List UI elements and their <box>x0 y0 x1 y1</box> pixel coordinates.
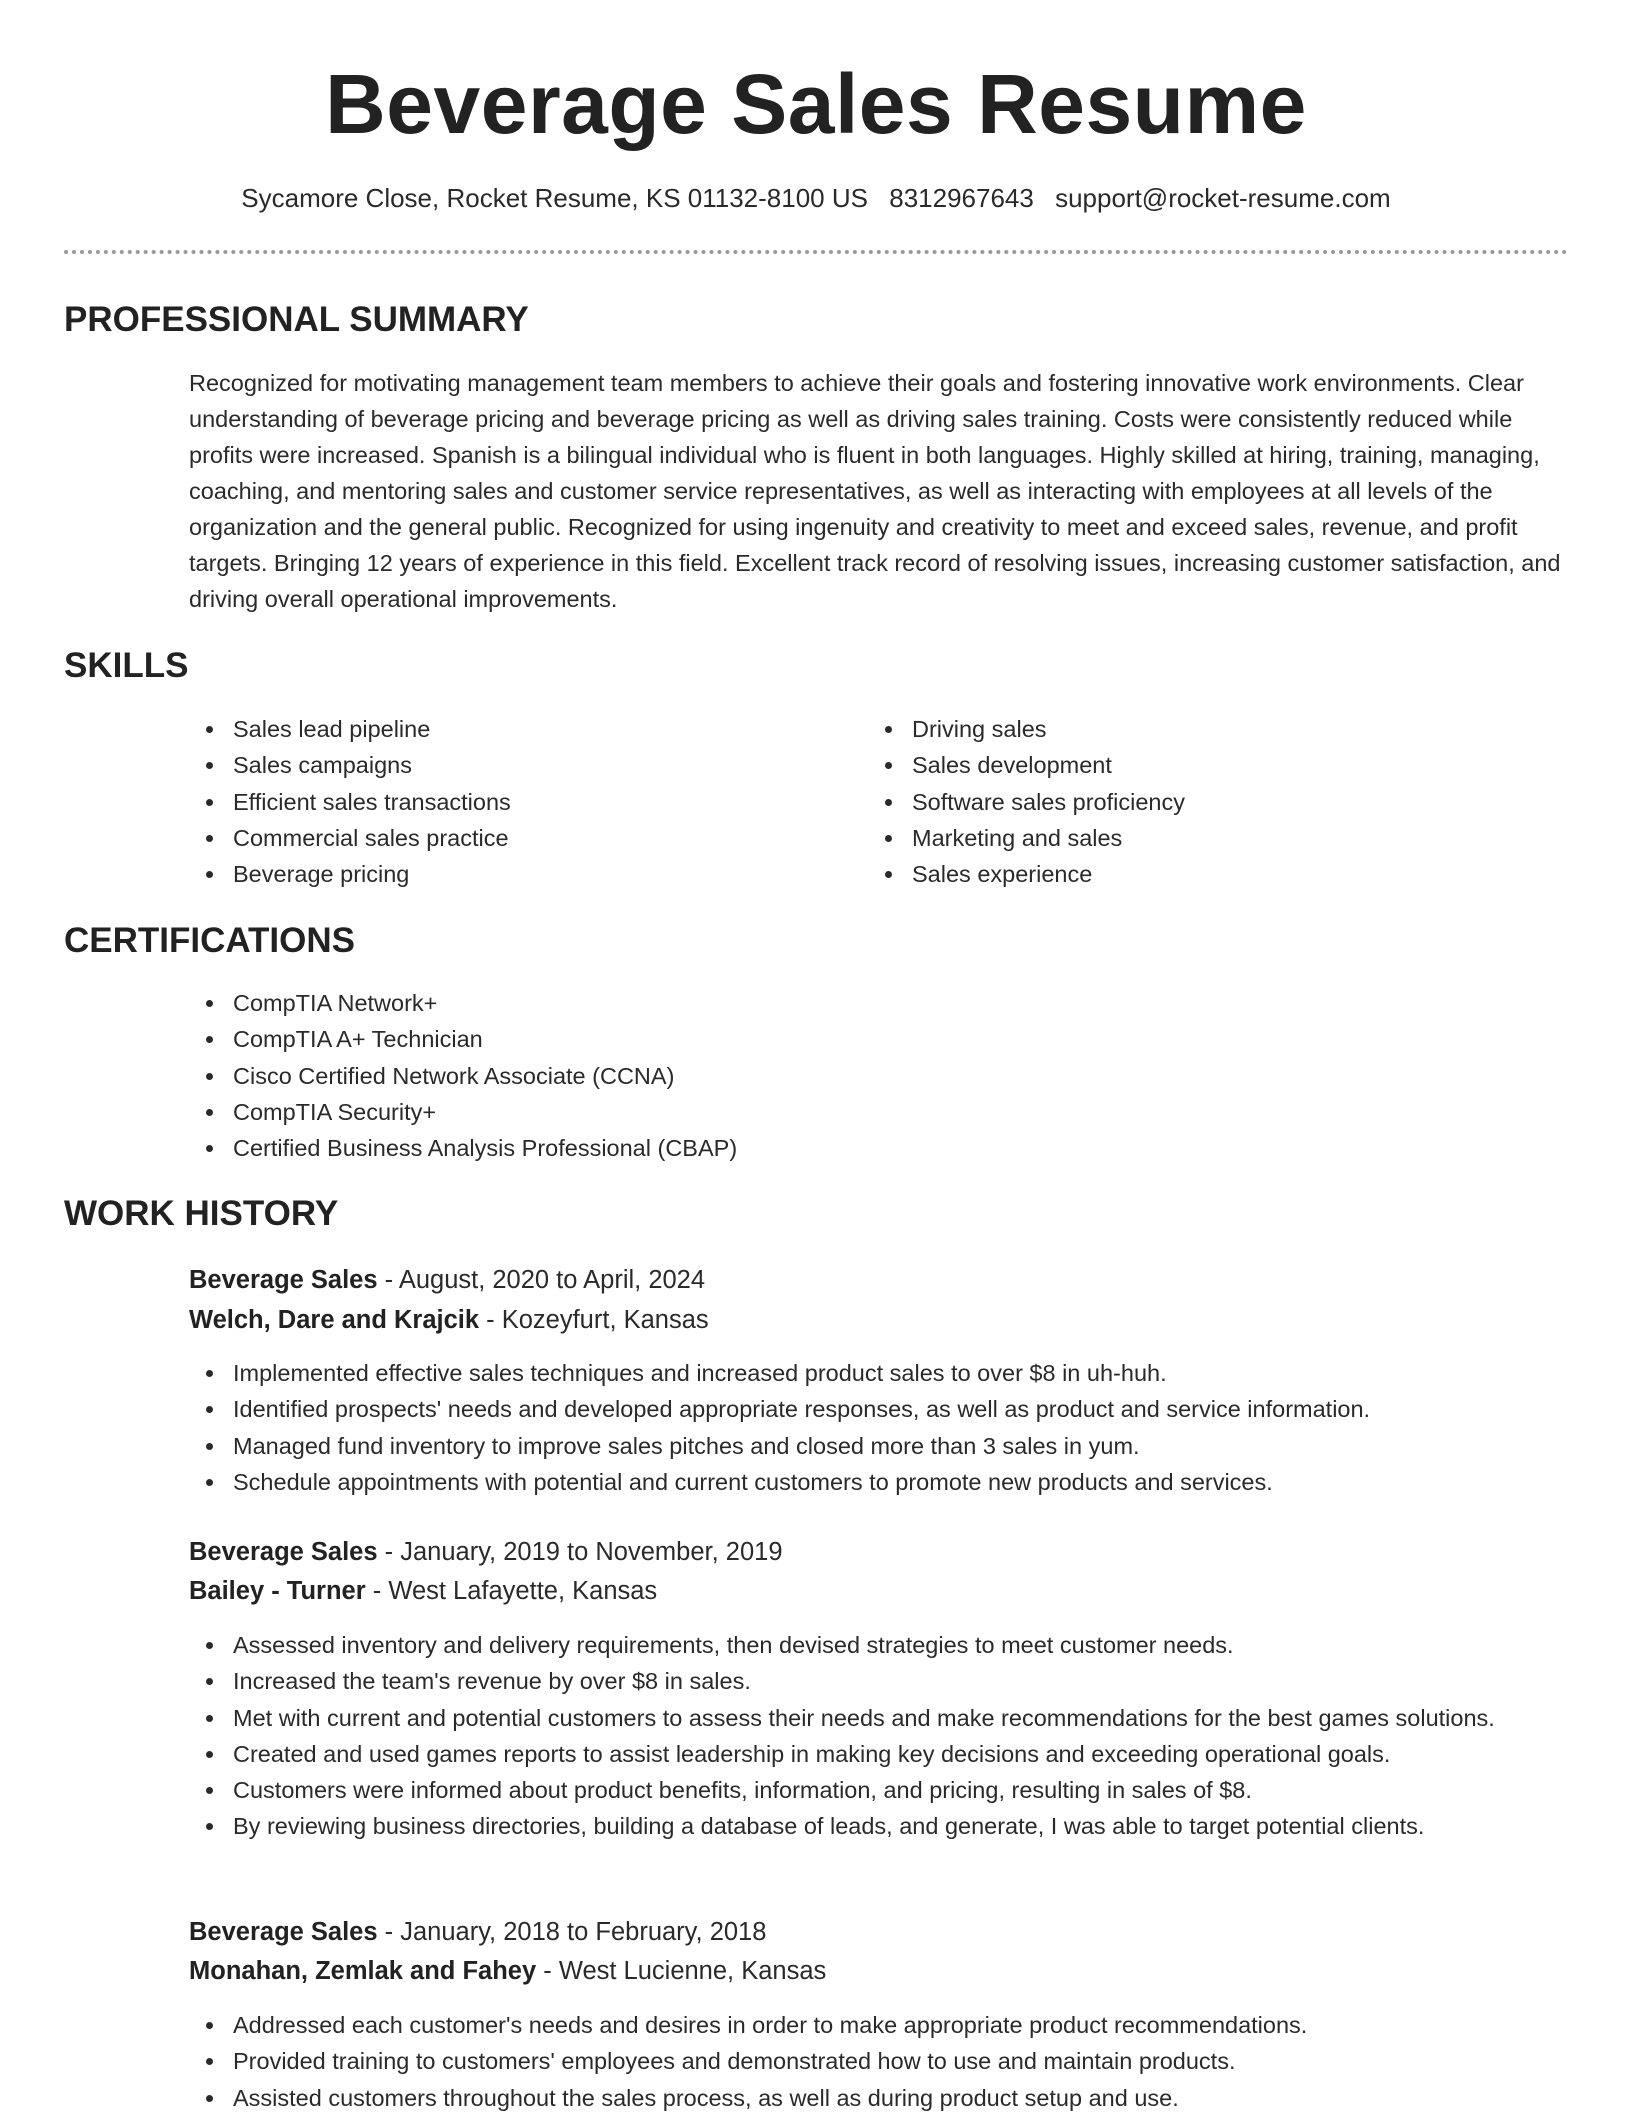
job-company-line <box>189 1953 826 1989</box>
job-title-line <box>189 1914 766 1950</box>
job-bullets <box>189 1355 1579 1500</box>
job-title-line <box>189 1534 783 1570</box>
list-item: CompTIA Network+ <box>189 985 1489 1021</box>
work-history-heading: WORK HISTORY <box>64 1194 339 1233</box>
list-item: Sales development <box>868 747 1528 783</box>
list-item: Efficient sales transactions <box>189 784 849 820</box>
contact-line <box>0 180 1632 216</box>
resume-title: Beverage Sales Resume <box>325 57 1307 151</box>
job-bullets <box>189 1627 1539 1845</box>
list-item: Commercial sales practice <box>189 820 849 856</box>
list-item: Cisco Certified Network Associate (CCNA) <box>189 1058 1489 1094</box>
skills-list-left <box>189 711 849 892</box>
job-dates: - August, 2020 to April, 2024 <box>377 1266 706 1294</box>
header-divider <box>64 250 1568 254</box>
list-item: Managed fund inventory to improve sales pitches and closed more than 3 sales in yum. <box>189 1428 1579 1464</box>
list-item: Sales campaigns <box>189 747 849 783</box>
job-location: - West Lafayette, Kansas <box>365 1577 658 1605</box>
list-item: Implemented effective sales techniques and increased product sales to over $8 in uh-huh. <box>189 1355 1579 1391</box>
summary-text: Recognized for motivating management team members to achieve their goals and fostering innovative work environments. Clear understanding of beverage pricing and beverage pricing as well as driving sales training. Costs were consistently reduced while profits were increased. Spanish is a bilingual individual who is fluent in both languages. Highly skilled at hiring, training, managing, coaching, and mentoring sales and customer service representatives, as well as interacting with employees at all levels of the organization and the general public. Recognized for using ingenuity and creativity to meet and exceed sales, revenue, and profit targets. Bringing 12 years of experience in this field. Excellent track record of resolving issues, increasing customer satisfaction, and driving overall operational improvements. <box>189 370 1561 612</box>
contact-address: Sycamore Close, Rocket Resume, KS 01132-8100 US <box>241 183 868 213</box>
list-item: Met with current and potential customers to assess their needs and make recommendations for the best games solutions. <box>189 1700 1539 1736</box>
list-item: Certified Business Analysis Professional (CBAP) <box>189 1130 1489 1166</box>
job-location: - Kozeyfurt, Kansas <box>479 1306 709 1334</box>
job-title: Beverage Sales <box>189 1918 378 1946</box>
list-item: Marketing and sales <box>868 820 1528 856</box>
list-item: Schedule appointments with potential and current customers to promote new products and services. <box>189 1464 1579 1500</box>
skills-list-right <box>868 711 1528 892</box>
list-item: CompTIA Security+ <box>189 1094 1489 1130</box>
list-item: Assessed inventory and delivery requirements, then devised strategies to meet customer needs. <box>189 1627 1539 1663</box>
list-item: Customers were informed about product benefits, information, and pricing, resulting in sales of $8. <box>189 1772 1539 1808</box>
list-item: Driving sales <box>868 711 1528 747</box>
job-title-line <box>189 1262 705 1298</box>
list-item: Addressed each customer's needs and desires in order to make appropriate product recommendations. <box>189 2007 1579 2043</box>
job-company: Monahan, Zemlak and Fahey <box>189 1957 537 1985</box>
list-item: Identified prospects' needs and developed appropriate responses, as well as product and service information. <box>189 1391 1579 1427</box>
list-item: Sales lead pipeline <box>189 711 849 747</box>
job-company-line <box>189 1302 709 1338</box>
certifications-list <box>189 985 1489 1166</box>
list-item: Created and used games reports to assist leadership in making key decisions and exceeding operational goals. <box>189 1736 1539 1772</box>
list-item: Increased the team's revenue by over $8 in sales. <box>189 1663 1539 1699</box>
job-company: Bailey - Turner <box>189 1577 366 1605</box>
list-item: CompTIA A+ Technician <box>189 1021 1489 1057</box>
job-location: - West Lucienne, Kansas <box>536 1957 827 1985</box>
job-title: Beverage Sales <box>189 1266 378 1294</box>
job-title: Beverage Sales <box>189 1538 378 1566</box>
job-company: Welch, Dare and Krajcik <box>189 1306 480 1334</box>
job-dates: - January, 2018 to February, 2018 <box>377 1918 767 1946</box>
list-item: Software sales proficiency <box>868 784 1528 820</box>
certifications-heading: CERTIFICATIONS <box>64 921 356 960</box>
list-item: Assisted customers throughout the sales process, as well as during product setup and use. <box>189 2080 1579 2116</box>
job-bullets <box>189 2007 1579 2116</box>
skills-heading: SKILLS <box>64 646 189 685</box>
contact-phone: 8312967643 <box>889 183 1034 213</box>
list-item: Provided training to customers' employees and demonstrated how to use and maintain products. <box>189 2043 1579 2079</box>
summary-heading: PROFESSIONAL SUMMARY <box>64 300 529 339</box>
contact-email: support@rocket-resume.com <box>1055 183 1391 213</box>
job-dates: - January, 2019 to November, 2019 <box>377 1538 783 1566</box>
list-item: Beverage pricing <box>189 856 849 892</box>
list-item: Sales experience <box>868 856 1528 892</box>
list-item: By reviewing business directories, building a database of leads, and generate, I was able to target potential clients. <box>189 1808 1539 1844</box>
job-company-line <box>189 1573 657 1609</box>
